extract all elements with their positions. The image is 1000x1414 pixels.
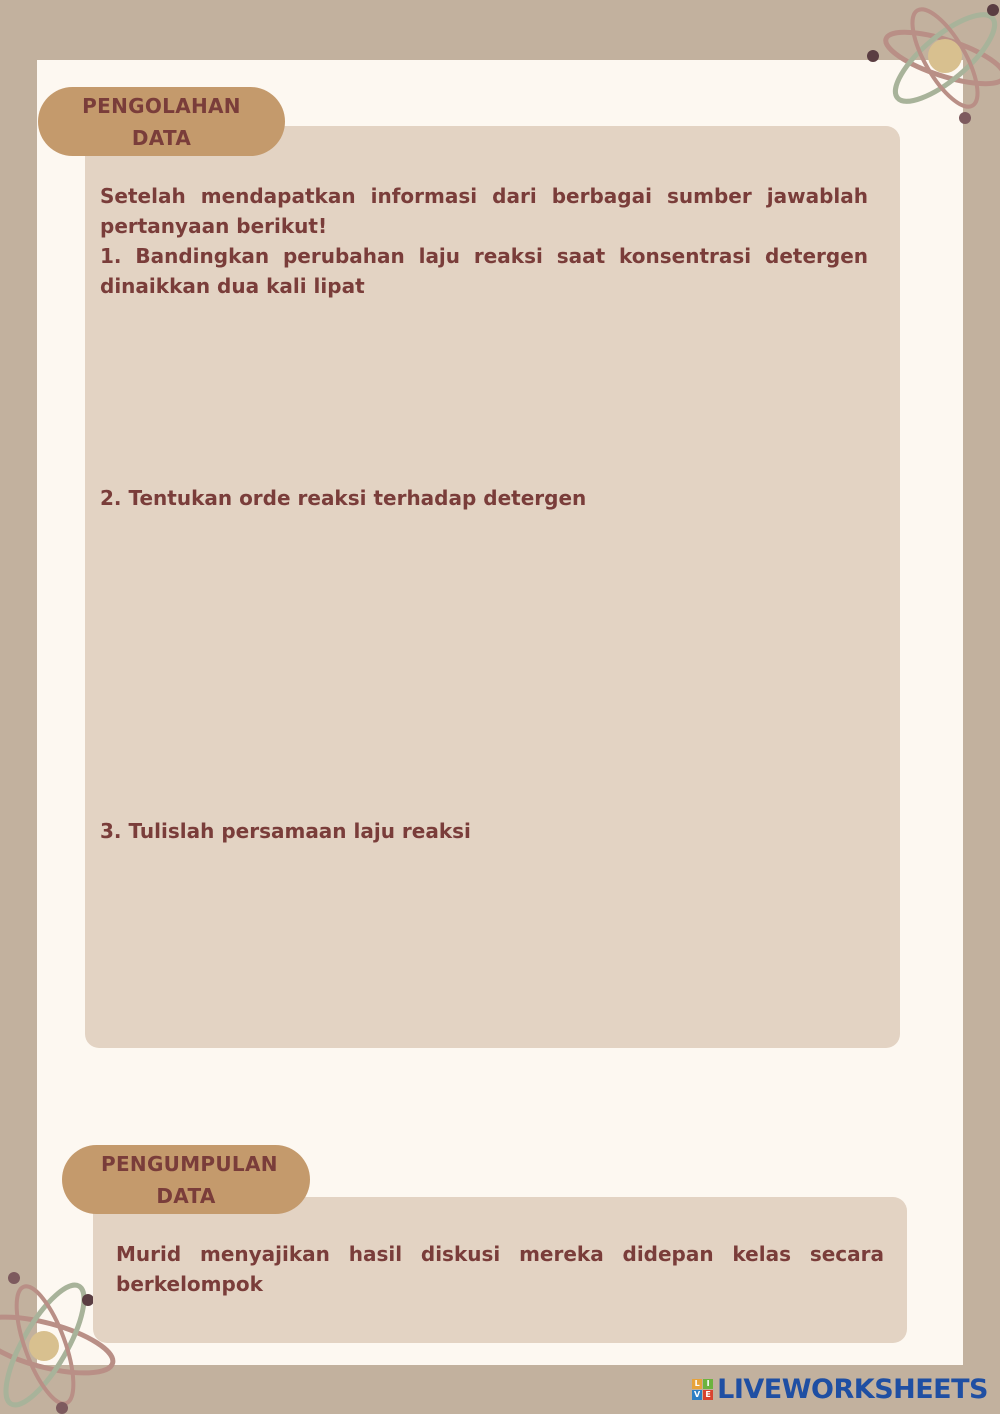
question-1: 1. Bandingkan perubahan laju reaksi saat konsentrasi detergen dinaikkan dua kali lipat (100, 244, 868, 298)
logo-text: LIVEWORKSHEETS (717, 1373, 988, 1405)
question-3: 3. Tulislah persamaan laju reaksi (100, 819, 471, 843)
answer-area-1[interactable] (100, 310, 868, 475)
intro-text: Setelah mendapatkan informasi dari berbagai sumber jawablah pertanyaan berikut! (100, 184, 868, 238)
collection-heading: PENGUMPULAN DATA (62, 1145, 310, 1214)
answer-area-2[interactable] (100, 525, 868, 805)
liveworksheets-logo (692, 1373, 988, 1405)
answer-area-3[interactable] (100, 858, 868, 1033)
logo-mark-icon: L I V E (692, 1379, 713, 1400)
processing-heading: PENGOLAHAN DATA (38, 87, 285, 156)
question-2: 2. Tentukan orde reaksi terhadap detergen (100, 486, 587, 510)
collection-text: Murid menyajikan hasil diskusi mereka didepan kelas secara berkelompok (116, 1242, 884, 1296)
atom-icon (855, 0, 1000, 130)
